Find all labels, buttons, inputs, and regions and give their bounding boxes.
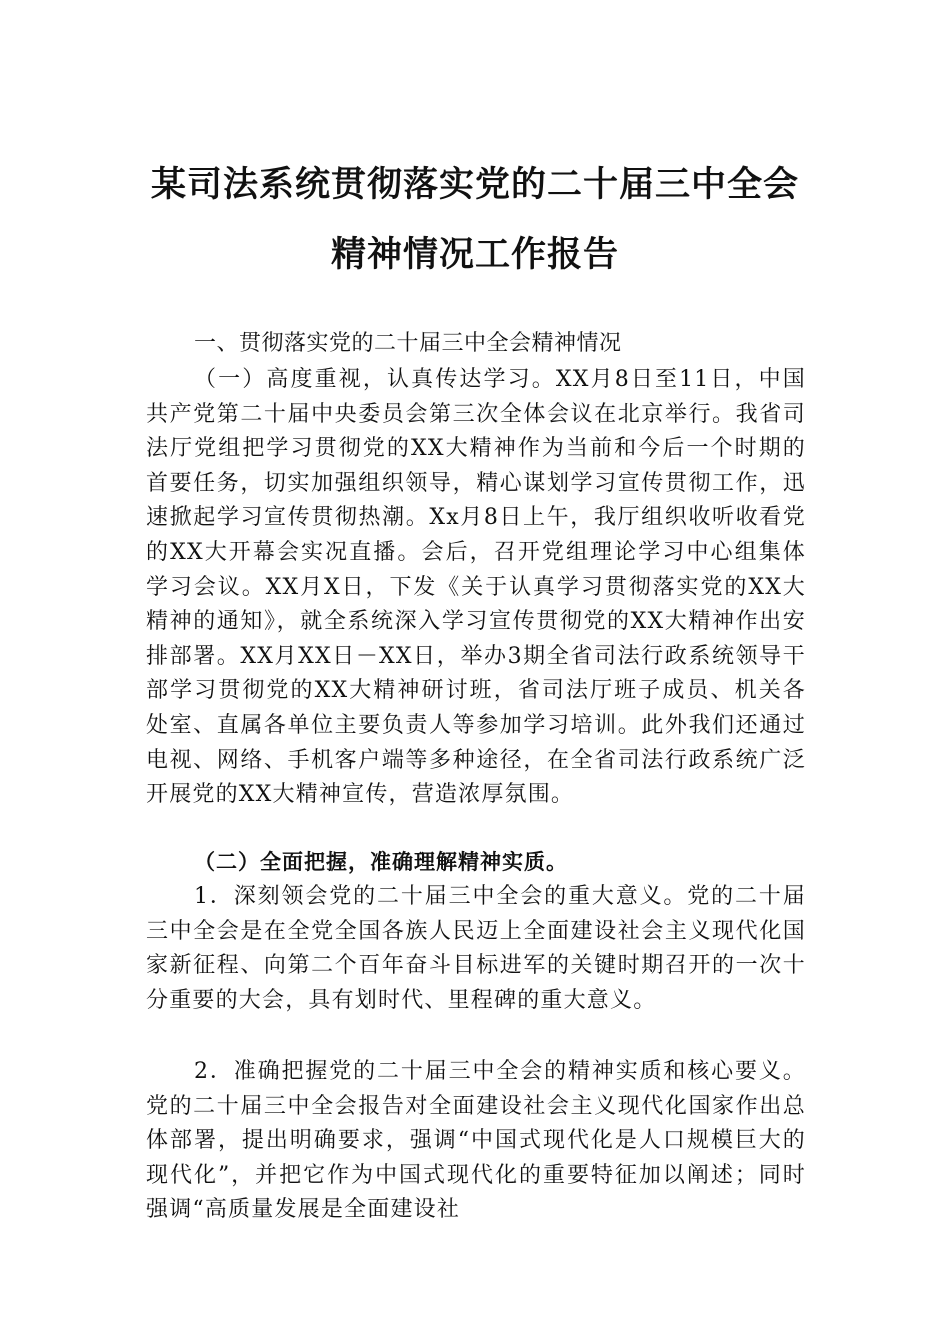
paragraph-2: 1．深刻领会党的二十届三中全会的重大意义。党的二十届三中全会是在全党全国各族人民迈上全面建设社会主义现代化国家新征程、向第二个百年奋斗目标进军的关键时期召开的一次十分重要的大会，具有划时代、里程碑的重大意义。 — [146, 884, 806, 1013]
section-heading-1: 一、贯彻落实党的二十届三中全会精神情况 — [194, 331, 622, 356]
document-title-line-1: 某司法系统贯彻落实党的二十届三中全会 — [150, 164, 799, 205]
paragraph-3-container — [146, 1055, 806, 1228]
paragraph-3: 2．准确把握党的二十届三中全会的精神实质和核心要义。党的二十届三中全会报告对全面建设社会主义现代化国家作出总体部署，提出明确要求，强调“中国式现代化是人口规模巨大的现代化”，并把它作为中国式现代化的重要特征加以阐述；同时强调“高质量发展是全面建设社 — [146, 1059, 806, 1223]
paragraph-2-container — [146, 880, 806, 1018]
document-title-line-2: 精神情况工作报告 — [330, 234, 619, 275]
paragraph-1-container — [146, 363, 806, 813]
paragraph-1: （一）高度重视，认真传达学习。XX月8日至11日，中国共产党第二十届中央委员会第三次全体会议在北京举行。我省司法厅党组把学习贯彻党的XX大精神作为当前和今后一个时期的首要任务，切实加强组织领导，精心谋划学习宣传贯彻工作，迅速掀起学习宣传贯彻热潮。Xx月8日上午，我厅组织收听收看党的XX大开幕会实况直播。会后，召开党组理论学习中心组集体学习会议。XX月X日，下发《关于认真学习贯彻落实党的XX大精神的通知》，就全系统深入学习宣传贯彻党的XX大精神作出安排部署。XX月XX日－XX日，举办3期全省司法行政系统领导干部学习贯彻党的XX大精神研讨班，省司法厅班子成员、机关各处室、直属各单位主要负责人等参加学习培训。此外我们还通过电视、网络、手机客户端等多种途径，在全省司法行政系统广泛开展党的XX大精神宣传，营造浓厚氛围。 — [146, 367, 806, 808]
subheading-2: （二）全面把握，准确理解精神实质。 — [194, 850, 568, 874]
